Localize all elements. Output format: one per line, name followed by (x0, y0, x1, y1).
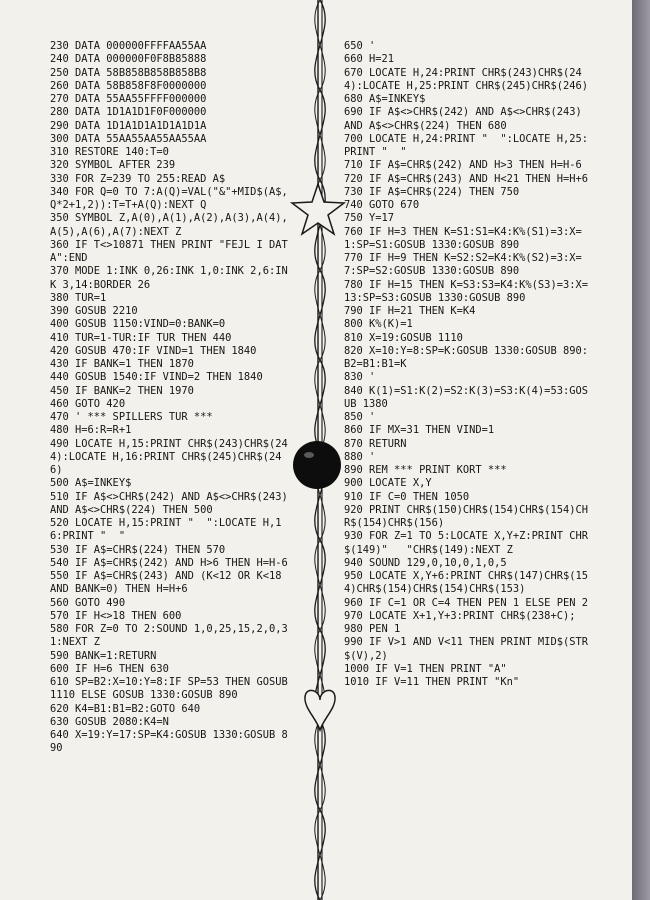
code-line: 810 X=19:GOSUB 1110 (344, 331, 463, 344)
code-line: 450 IF BANK=2 THEN 1970 (50, 384, 194, 397)
code-line: 790 IF H=21 THEN K=K4 (344, 305, 476, 317)
code-line: 660 H=21 (344, 53, 395, 66)
code-line: 400 GOSUB 1150:VIND=0:BANK=0 (50, 318, 226, 331)
code-line: 390 GOSUB 2210 (50, 305, 138, 317)
code-line: 830 ' (344, 371, 376, 384)
code-line: 930 FOR Z=1 TO 5:LOCATE X,Y+Z:PRINT CHR$(149)" "CHR$(149):NEXT Z (344, 530, 588, 556)
code-line: 880 ' (344, 450, 376, 463)
code-line: 720 IF A$=CHR$(243) AND H<21 THEN H=H+6 (344, 172, 588, 185)
code-line: 320 SYMBOL AFTER 239 (50, 159, 176, 172)
code-line: 480 H=6:R=R+1 (50, 424, 132, 437)
code-line: 620 K4=B1:B1=B2:GOTO 640 (50, 702, 201, 715)
code-line: 540 IF A$=CHR$(242) AND H>6 THEN H=H-6 (50, 556, 288, 569)
code-line: 940 SOUND 129,0,10,0,1,0,5 (344, 556, 507, 569)
code-line: 560 GOTO 490 (50, 596, 126, 609)
code-line: 350 SYMBOL Z,A(0),A(1),A(2),A(3),A(4),A(5),A(6),A(7):NEXT Z (50, 212, 288, 238)
code-line: 980 PEN 1 (344, 623, 401, 635)
page-edge-shadow (632, 0, 650, 900)
code-line: 990 IF V>1 AND V<11 THEN PRINT MID$(STR$(V),2) (344, 636, 588, 662)
code-line: 760 IF H=3 THEN K=S1:S1=K4:K%(S1)=3:X=1:SP=S1:GOSUB 1330:GOSUB 890 (344, 225, 582, 251)
code-line: 290 DATA 1D1A1D1A1D1A1D1A (50, 119, 207, 132)
code-line: 430 IF BANK=1 THEN 1870 (50, 358, 194, 370)
code-line: 440 GOSUB 1540:IF VIND=2 THEN 1840 (50, 371, 263, 384)
code-line: 770 IF H=9 THEN K=S2:S2=K4:K%(S2)=3:X=7:SP=S2:GOSUB 1330:GOSUB 890 (344, 252, 582, 278)
code-line: 970 LOCATE X+1,Y+3:PRINT CHR$(238+C); (344, 609, 576, 622)
code-line: 750 Y=17 (344, 212, 395, 225)
heart-icon (305, 690, 335, 730)
code-line: 580 FOR Z=0 TO 2:SOUND 1,0,25,15,2,0,31:NEXT Z (50, 623, 288, 649)
code-line: 710 IF A$=CHR$(242) AND H>3 THEN H=H-6 (344, 159, 582, 172)
code-line: 550 IF A$=CHR$(243) AND (K<12 OR K<18 AND BANK=0) THEN H=H+6 (50, 570, 288, 596)
code-line: 650 ' (344, 40, 376, 52)
code-line: 490 LOCATE H,15:PRINT CHR$(243)CHR$(244):LOCATE H,16:PRINT CHR$(245)CHR$(246) (50, 437, 288, 476)
code-line: 780 IF H=15 THEN K=S3:S3=K4:K%(S3)=3:X=13:SP=S3:GOSUB 1330:GOSUB 890 (344, 278, 588, 304)
code-line: 960 IF C=1 OR C=4 THEN PEN 1 ELSE PEN 2 (344, 596, 588, 609)
code-line: 410 TUR=1-TUR:IF TUR THEN 440 (50, 331, 232, 344)
code-line: 850 ' (344, 411, 376, 423)
code-line: 300 DATA 55AA55AA55AA55AA (50, 132, 207, 145)
code-line: 600 IF H=6 THEN 630 (50, 662, 169, 675)
code-line: 270 DATA 55AA55FFFF000000 (50, 93, 207, 105)
code-line: 740 GOTO 670 (344, 199, 420, 211)
code-line: 530 IF A$=CHR$(224) THEN 570 (50, 543, 226, 556)
code-line: 820 X=10:Y=8:SP=K:GOSUB 1330:GOSUB 890:B2=B1:B1=K (344, 344, 588, 370)
code-line: 950 LOCATE X,Y+6:PRINT CHR$(147)CHR$(154)CHR$(154)CHR$(154)CHR$(153) (344, 570, 588, 596)
code-line: 890 REM *** PRINT KORT *** (344, 464, 507, 476)
code-line: 340 FOR Q=0 TO 7:A(Q)=VAL("&"+MID$(A$,Q*2+1,2)):T=T+A(Q):NEXT Q (50, 185, 288, 211)
code-line: 310 RESTORE 140:T=0 (50, 146, 169, 158)
code-line: 230 DATA 000000FFFFAA55AA (50, 40, 207, 52)
code-line: 500 A$=INKEY$ (50, 477, 132, 490)
code-line: 250 DATA 58B858B858B858B8 (50, 66, 207, 79)
code-line: 460 GOTO 420 (50, 397, 126, 410)
code-line: 910 IF C=0 THEN 1050 (344, 490, 470, 503)
code-line: 610 SP=B2:X=10:Y=8:IF SP=53 THEN GOSUB 1110 ELSE GOSUB 1330:GOSUB 890 (50, 676, 294, 702)
code-line: 680 A$=INKEY$ (344, 93, 426, 105)
code-line: 240 DATA 000000F0F8B85888 (50, 53, 207, 66)
code-line: 1000 IF V=1 THEN PRINT "A" (344, 662, 507, 675)
code-line: 360 IF T<>10871 THEN PRINT "FEJL I DATA":END (50, 238, 288, 264)
listing-column-left (50, 40, 294, 756)
code-line: 840 K(1)=S1:K(2)=S2:K(3)=S3:K(4)=53:GOSUB 1380 (344, 384, 588, 410)
black-ball-icon (293, 441, 341, 489)
code-line: 860 IF MX=31 THEN VIND=1 (344, 424, 495, 437)
code-line: 280 DATA 1D1A1D1F0F000000 (50, 106, 207, 119)
code-line: 730 IF A$=CHR$(224) THEN 750 (344, 185, 520, 198)
code-line: 800 K%(K)=1 (344, 318, 413, 331)
code-line: 690 IF A$<>CHR$(242) AND A$<>CHR$(243) AND A$<>CHR$(224) THEN 680 (344, 106, 588, 132)
code-line: 590 BANK=1:RETURN (50, 649, 157, 662)
code-line: 380 TUR=1 (50, 291, 107, 304)
code-line: 370 MODE 1:INK 0,26:INK 1,0:INK 2,6:INK 3,14:BORDER 26 (50, 265, 288, 291)
code-line: 870 RETURN (344, 437, 407, 450)
code-line: 330 FOR Z=239 TO 255:READ A$ (50, 172, 226, 185)
code-line: 470 ' *** SPILLERS TUR *** (50, 411, 213, 423)
code-line: 260 DATA 58B858F8F0000000 (50, 79, 207, 92)
decorative-vine-divider (286, 0, 350, 900)
code-line: 1010 IF V=11 THEN PRINT "Kn" (344, 676, 520, 688)
code-line: 670 LOCATE H,24:PRINT CHR$(243)CHR$(244):LOCATE H,25:PRINT CHR$(245)CHR$(246) (344, 66, 588, 92)
code-line: 900 LOCATE X,Y (344, 477, 432, 490)
code-line: 920 PRINT CHR$(150)CHR$(154)CHR$(154)CHR$(154)CHR$(156) (344, 503, 588, 529)
code-line: 510 IF A$<>CHR$(242) AND A$<>CHR$(243) AND A$<>CHR$(224) THEN 500 (50, 490, 294, 516)
code-line: 640 X=19:Y=17:SP=K4:GOSUB 1330:GOSUB 890 (50, 729, 288, 755)
code-line: 700 LOCATE H,24:PRINT " ":LOCATE H,25:PRINT " " (344, 132, 588, 158)
bleed-through-decoration: ​ (146, 18, 154, 64)
code-line: 420 GOSUB 470:IF VIND=1 THEN 1840 (50, 344, 257, 357)
code-line: 520 LOCATE H,15:PRINT " ":LOCATE H,16:PRINT " " (50, 517, 282, 543)
code-line: 630 GOSUB 2080:K4=N (50, 715, 169, 728)
listing-column-right (344, 40, 588, 689)
code-line: 570 IF H<>18 THEN 600 (50, 609, 182, 622)
